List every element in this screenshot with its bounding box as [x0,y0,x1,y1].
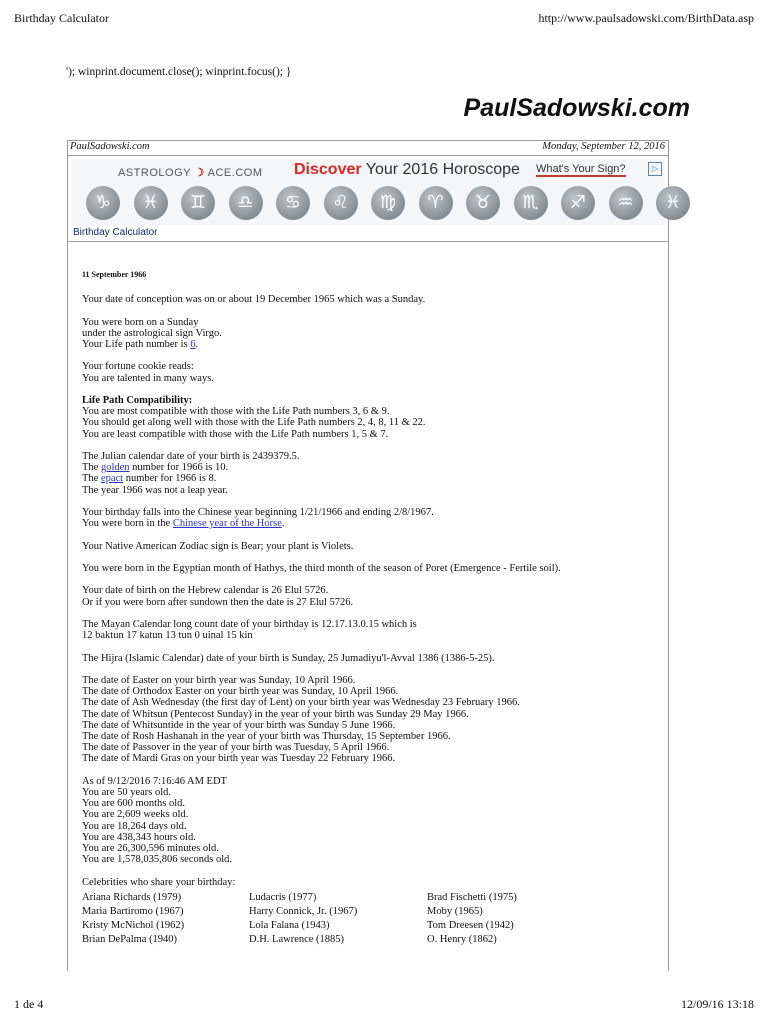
zodiac-sign-icon[interactable]: ♐ [561,186,595,220]
celebrity: Lola Falana (1943) [249,920,330,932]
chinese-year-link[interactable]: Chinese year of the Horse [172,518,282,530]
zodiac-sign-icon[interactable]: ♓ [656,186,690,220]
conception-text: Your date of conception was on or about 19 December 1965 which was a Sunday. [82,294,426,306]
epact-link[interactable]: epact [100,473,124,485]
fortune-block: Your fortune cookie reads: You are talented in many ways. [82,361,214,384]
celebrity: Ariana Richards (1979) [82,891,182,903]
calendar-block: The Julian calendar date of your birth is 2439379.5. The golden number for 1966 is 10. The epact number for 1966 is 8. The year 1966 was not a leap year. [82,450,300,496]
hijra-text: The Hijra (Islamic Calendar) date of your birth is Sunday, 25 Jumadiyu'l-Avval 1386 (1386-5-25). [82,652,495,664]
ad-logo: ASTROLOGY ☽ ACE.COM [118,167,263,179]
celebrity: Harry Connick, Jr. (1967) [249,905,358,917]
date-line: The date of Easter on your birth year was Sunday, 10 April 1966. [82,674,356,686]
birth-date: 11 September 1966 [82,270,147,279]
ad-cta[interactable]: What's Your Sign? [536,163,626,175]
chinese-block: Your birthday falls into the Chinese year beginning 1/21/1966 and ending 2/8/1967. You were born in the Chinese year of the Horse. [82,506,434,530]
celebrity: Maria Bartiromo (1967) [82,905,184,917]
zodiac-sign-icon[interactable]: ♊ [181,186,215,220]
age-line: You are 2,609 weeks old. [82,809,189,821]
age-line: You are 26,300,596 minutes old. [82,842,219,854]
age-line: You are 438,343 hours old. [82,831,196,843]
date-line: The date of Mardi Gras on your birth year was Tuesday 22 February 1966. [82,753,396,765]
celebrities-title: Celebrities who share your birthday: [82,876,236,888]
native-text: Your Native American Zodiac sign is Bear; your plant is Violets. [82,540,354,552]
celebrity: Kristy McNichol (1962) [82,920,185,932]
golden-link[interactable]: golden [100,462,130,474]
hebrew-block: Your date of birth on the Hebrew calendar is 26 Elul 5726. Or if you were born after sundown then the date is 27 Elul 5726. [82,585,354,608]
date-line: The date of Whitsuntide in the year of your birth was Sunday 5 June 1966. [82,719,396,731]
date-line: The date of Whitsun (Pentecost Sunday) in the year of your birth was Sunday 29 May 1966. [82,708,469,720]
zodiac-sign-icon[interactable]: ♍ [371,186,405,220]
mayan-block: The Mayan Calendar long count date of your birthday is 12.17.13.0.15 which is 12 baktun 17 katun 13 tun 0 uinal 15 kin [82,618,417,642]
celebrities-table [82,891,662,948]
celebrity: D.H. Lawrence (1885) [249,934,345,946]
divider [68,241,668,242]
egyptian-text: You were born in the Egyptian month of Hathys, the third month of the season of Poret (Emergence - Fertile soil). [82,562,561,574]
zodiac-sign-icon[interactable]: ♑ [86,186,120,220]
content-frame [67,140,682,971]
birthday-results [82,269,662,948]
current-date: Monday, September 12, 2016 [542,141,665,152]
ad-info-icon[interactable]: ▷ [648,162,662,176]
date-line: The date of Orthodox Easter on your birth year was Sunday, 10 April 1966. [82,686,399,698]
date-line: The date of Ash Wednesday (the first day of Lent) on your birth year was Wednesday 23 February 1966. [82,697,520,709]
compatibility-block: Life Path Compatibility: You are most compatible with those with the Life Path numbers 3, 6 & 9. You should get along well with those with the Life Path numbers 2, 4, 8, 11 & 22. You are least compatible with those with the Life Path numbers 1, 5 & 7. [82,394,426,440]
document-title: Birthday Calculator [14,11,109,25]
zodiac-sign-icon[interactable]: ♎ [229,186,263,220]
zodiac-sign-icon[interactable]: ♒ [609,186,643,220]
page-number: 1 de 4 [14,997,44,1011]
celebrity: Moby (1965) [427,905,483,917]
celebrity: Ludacris (1977) [249,891,317,903]
age-line: You are 18,264 days old. [82,820,187,832]
ad-headline: Discover Your 2016 Horoscope [294,161,520,178]
age-line: You are 1,578,035,806 seconds old. [82,854,233,866]
zodiac-sign-icon[interactable]: ♏ [514,186,548,220]
zodiac-sign-icon[interactable]: ♈ [419,186,453,220]
print-timestamp: 12/09/16 13:18 [680,997,754,1011]
frame-header [68,141,668,156]
page-url: http://www.paulsadowski.com/BirthData.asp [538,11,754,25]
celebrity: O. Henry (1862) [427,934,497,946]
celebrity: Tom Dreesen (1942) [427,920,514,932]
zodiac-sign-icon[interactable]: ♓ [134,186,168,220]
zodiac-sign-icon[interactable]: ♉ [466,186,500,220]
breadcrumb[interactable]: Birthday Calculator [73,227,158,238]
sign-block: You were born on a Sunday under the astrological sign Virgo. Your Life path number is 6. [82,316,222,350]
compatibility-title: Life Path Compatibility: [82,394,193,406]
date-line: The date of Passover in the year of your birth was Tuesday, 5 April 1966. [82,742,390,754]
celebrity: Brian DePalma (1940) [82,934,178,946]
age-line: You are 600 months old. [82,798,186,810]
holiday-dates [82,675,662,765]
site-name: PaulSadowski.com [70,141,150,152]
date-line: The date of Rosh Hashanah in the year of your birth was Thursday, 15 September 1966. [82,730,451,742]
life-path-link[interactable]: 6 [190,339,196,350]
horoscope-ad-banner[interactable] [72,159,682,225]
celebrity: Brad Fischetti (1975) [427,891,517,903]
zodiac-sign-icon[interactable]: ♌ [324,186,358,220]
zodiac-sign-icon[interactable]: ♋ [276,186,310,220]
age-block [82,776,662,866]
age-line: You are 50 years old. [82,786,172,798]
age-line: As of 9/12/2016 7:16:46 AM EDT [82,775,227,787]
site-logo[interactable]: PaulSadowski.com [463,94,690,122]
script-fragment: '); winprint.document.close(); winprint.focus(); } [66,66,292,78]
